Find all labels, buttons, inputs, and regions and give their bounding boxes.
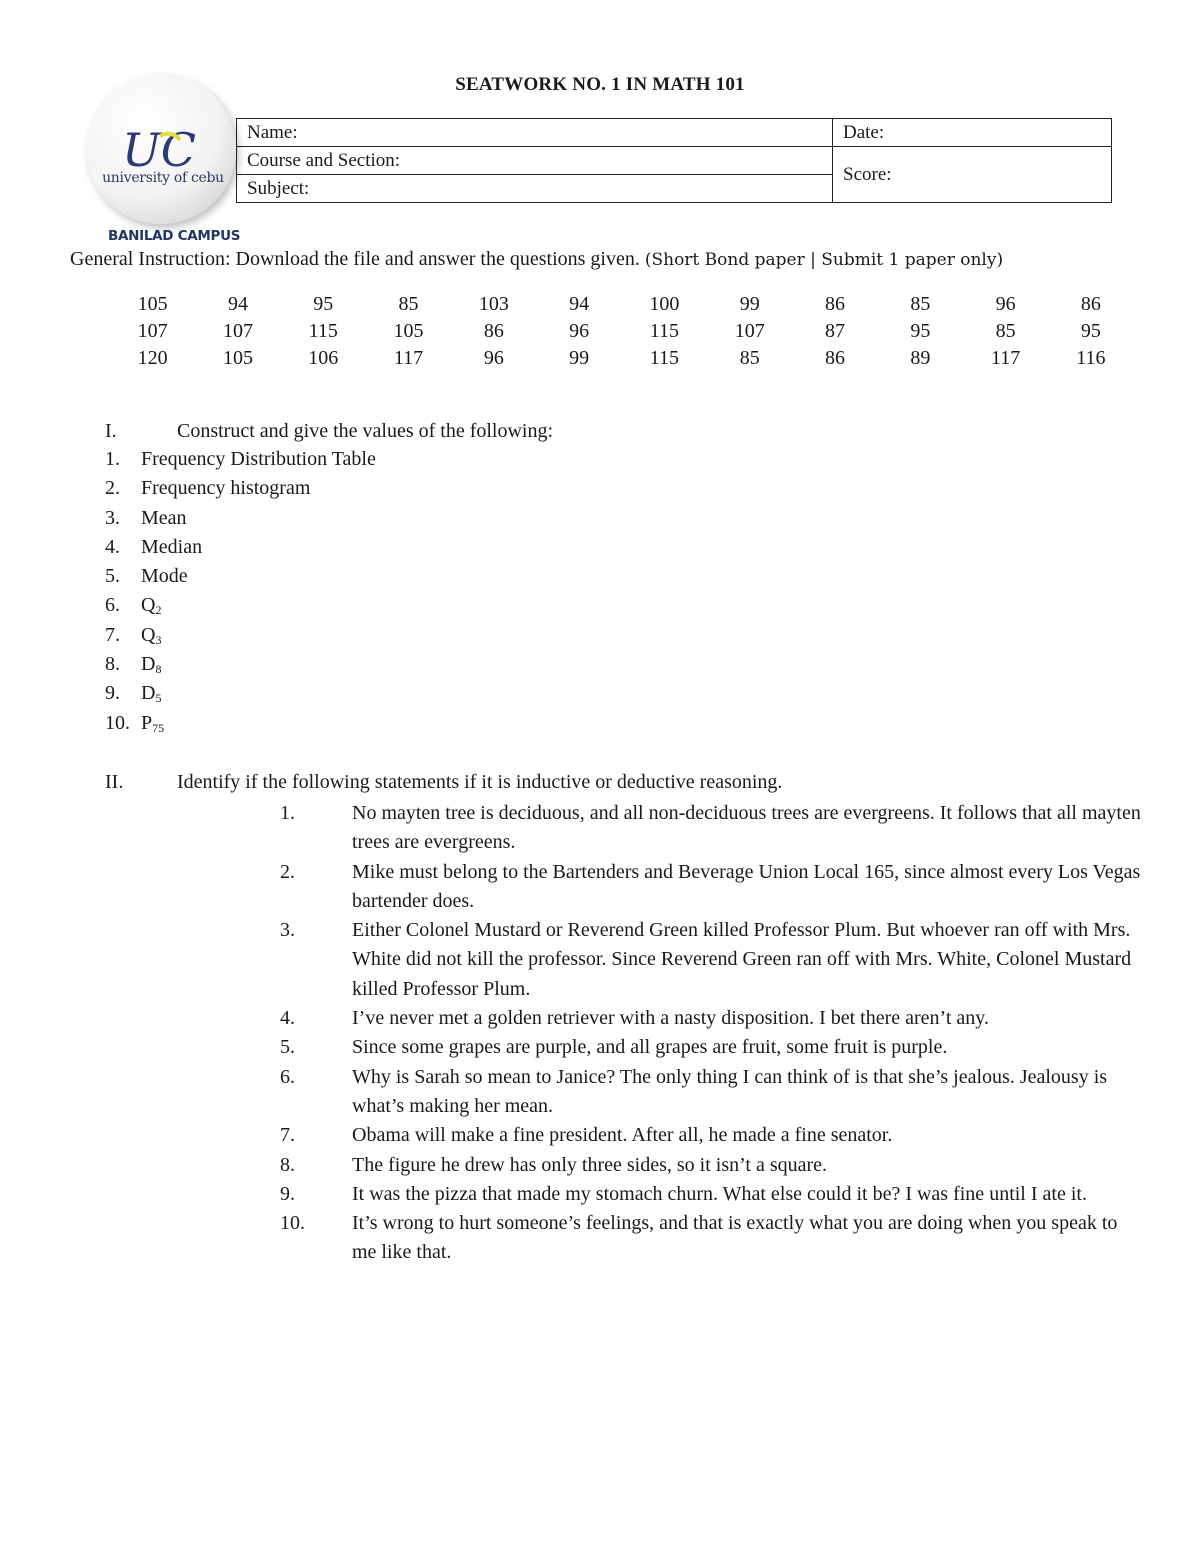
list-item <box>270 858 1142 917</box>
data-value: 86 <box>825 347 846 369</box>
data-values-grid <box>110 293 1134 374</box>
data-value: 115 <box>649 347 680 369</box>
item-statement: Either Colonel Mustard or Reverend Green killed Professor Plum. But whoever ran off with Mrs. White did not kill the professor. Since Reverend Green ran off with Mrs. White, Colonel Mustard killed Professor Plum. <box>352 919 1132 1000</box>
data-value: 89 <box>910 347 931 369</box>
item-number: 1. <box>105 448 120 470</box>
item-statement: I’ve never met a golden retriever with a nasty disposition. I bet there aren’t any. <box>352 1007 989 1030</box>
item-label-text: Frequency Distribution Table <box>141 448 376 470</box>
data-value: 86 <box>825 293 846 315</box>
data-value: 107 <box>137 320 168 342</box>
data-value: 85 <box>910 293 931 315</box>
item-number: 8. <box>105 653 120 676</box>
data-value: 115 <box>308 320 338 342</box>
item-statement: The figure he drew has only three sides, so it isn’t a square. <box>352 1153 828 1176</box>
item-label <box>141 448 376 471</box>
general-instruction <box>70 248 1003 271</box>
item-label-text: Q <box>141 623 156 646</box>
date-field[interactable]: Date: <box>833 119 1112 147</box>
logo-emblem <box>86 74 236 224</box>
item-number: 4. <box>280 1007 295 1030</box>
item-label <box>141 536 202 559</box>
campus-label: BANILAD CAMPUS <box>108 228 241 244</box>
item-label-text: P <box>141 711 153 734</box>
item-statement: Obama will make a fine president. After all, he made a fine senator. <box>352 1124 893 1147</box>
item-label <box>141 594 161 618</box>
item-label <box>141 624 161 648</box>
data-value: 99 <box>569 347 590 369</box>
data-value: 105 <box>137 293 168 315</box>
data-value: 106 <box>308 347 339 369</box>
item-label <box>141 712 164 736</box>
list-item <box>270 1033 1142 1062</box>
data-value: 117 <box>990 347 1021 369</box>
data-value: 85 <box>398 293 419 315</box>
item-number: 6. <box>105 594 120 617</box>
item-number: 5. <box>280 1036 295 1059</box>
item-label <box>141 477 310 500</box>
list-item <box>270 1063 1142 1122</box>
item-statement: Mike must belong to the Bartenders and Beverage Union Local 165, since almost every Los Vegas bartender does. <box>352 860 1141 912</box>
item-label-text: D <box>141 653 156 676</box>
data-value: 99 <box>739 293 760 315</box>
item-number: 10. <box>105 711 130 734</box>
data-value: 85 <box>995 320 1016 342</box>
data-value: 103 <box>478 293 509 315</box>
item-label <box>141 653 161 677</box>
score-field[interactable]: Score: <box>833 147 1112 203</box>
data-value: 96 <box>995 293 1016 315</box>
item-label <box>141 565 188 588</box>
item-number: 5. <box>105 565 120 588</box>
item-number: 1. <box>280 802 295 824</box>
item-statement: Why is Sarah so mean to Janice? The only thing I can think of is that she’s jealous. Jealousy is what’s making her mean. <box>352 1065 1108 1117</box>
item-label-text: Q <box>141 594 156 617</box>
data-value: 86 <box>1080 293 1101 315</box>
item-number: 9. <box>105 682 120 705</box>
data-value: 115 <box>649 320 680 342</box>
list-item <box>270 1151 1142 1180</box>
data-value: 105 <box>393 320 424 342</box>
item-number: 7. <box>280 1124 295 1147</box>
item-subscript: 75 <box>152 720 165 735</box>
logo-subtitle: university of cebu <box>102 170 224 186</box>
data-value: 85 <box>739 347 760 369</box>
item-number: 7. <box>105 623 120 646</box>
data-value: 94 <box>569 293 590 315</box>
item-label-text: Frequency histogram <box>141 477 311 500</box>
instruction-note: (Short Bond paper | Submit 1 paper only) <box>644 250 1004 270</box>
item-label <box>141 682 161 706</box>
item-label-text: Mean <box>141 506 187 529</box>
section-2-text: Identify if the following statements if it is inductive or deductive reasoning. <box>177 771 783 793</box>
data-row <box>110 347 1134 374</box>
item-number: 4. <box>105 535 120 558</box>
data-value: 87 <box>825 320 846 342</box>
student-info-table <box>236 118 1112 203</box>
item-label <box>141 507 187 530</box>
course-section-field[interactable]: Course and Section: <box>237 147 833 175</box>
data-value: 116 <box>1076 347 1106 369</box>
item-subscript: 8 <box>155 662 162 677</box>
list-item <box>270 1209 1142 1268</box>
data-value: 95 <box>1080 320 1101 342</box>
item-label-text: D <box>141 682 156 705</box>
item-number: 3. <box>280 919 295 942</box>
item-number: 3. <box>105 506 120 529</box>
section-2-roman: II. <box>105 771 124 793</box>
data-value: 95 <box>313 293 334 315</box>
item-number: 2. <box>280 860 295 883</box>
data-value: 96 <box>483 347 504 369</box>
item-number: 2. <box>105 477 120 500</box>
section-1-text: Construct and give the values of the following: <box>177 420 554 442</box>
item-label-text: Mode <box>141 565 188 588</box>
section-2-list <box>270 799 1142 1268</box>
data-value: 107 <box>734 320 765 342</box>
list-item <box>270 916 1142 1004</box>
item-subscript: 5 <box>155 691 162 706</box>
data-value: 96 <box>569 320 590 342</box>
item-statement: It was the pizza that made my stomach churn. What else could it be? I was fine until I ate it. <box>352 1182 1087 1205</box>
logo-mark-text: UC <box>122 126 196 172</box>
section-1-roman: I. <box>105 420 117 442</box>
page-title: SEATWORK NO. 1 IN MATH 101 <box>455 74 745 95</box>
item-number: 9. <box>280 1182 295 1205</box>
item-subscript: 3 <box>155 632 162 647</box>
data-value: 120 <box>137 347 168 369</box>
subject-field[interactable]: Subject: <box>237 175 833 203</box>
data-value: 100 <box>649 293 680 315</box>
data-row <box>110 293 1134 320</box>
item-number: 6. <box>280 1065 295 1088</box>
item-number: 8. <box>280 1153 295 1176</box>
list-item <box>270 1180 1142 1209</box>
data-value: 117 <box>393 347 424 369</box>
list-item <box>270 799 1142 858</box>
data-value: 95 <box>910 320 931 342</box>
item-statement: It’s wrong to hurt someone’s feelings, and that is exactly what you are doing when you speak to me like that. <box>352 1212 1118 1264</box>
data-value: 94 <box>227 293 248 315</box>
data-row <box>110 320 1134 347</box>
uc-logo-mark <box>120 126 212 172</box>
data-value: 105 <box>222 347 253 369</box>
data-value: 107 <box>222 320 253 342</box>
instruction-text: General Instruction: Download the file and answer the questions given. <box>70 248 640 270</box>
name-field[interactable]: Name: <box>237 119 833 147</box>
item-statement: Since some grapes are purple, and all grapes are fruit, some fruit is purple. <box>352 1036 948 1059</box>
data-value: 86 <box>483 320 504 342</box>
item-number: 10. <box>280 1212 305 1235</box>
item-subscript: 2 <box>155 603 162 618</box>
item-statement: No mayten tree is deciduous, and all non-deciduous trees are evergreens. It follows that all mayten trees are evergreens. <box>352 802 1141 854</box>
item-label-text: Median <box>141 535 203 558</box>
list-item <box>270 1004 1142 1033</box>
university-logo <box>84 72 244 248</box>
list-item <box>270 1121 1142 1150</box>
